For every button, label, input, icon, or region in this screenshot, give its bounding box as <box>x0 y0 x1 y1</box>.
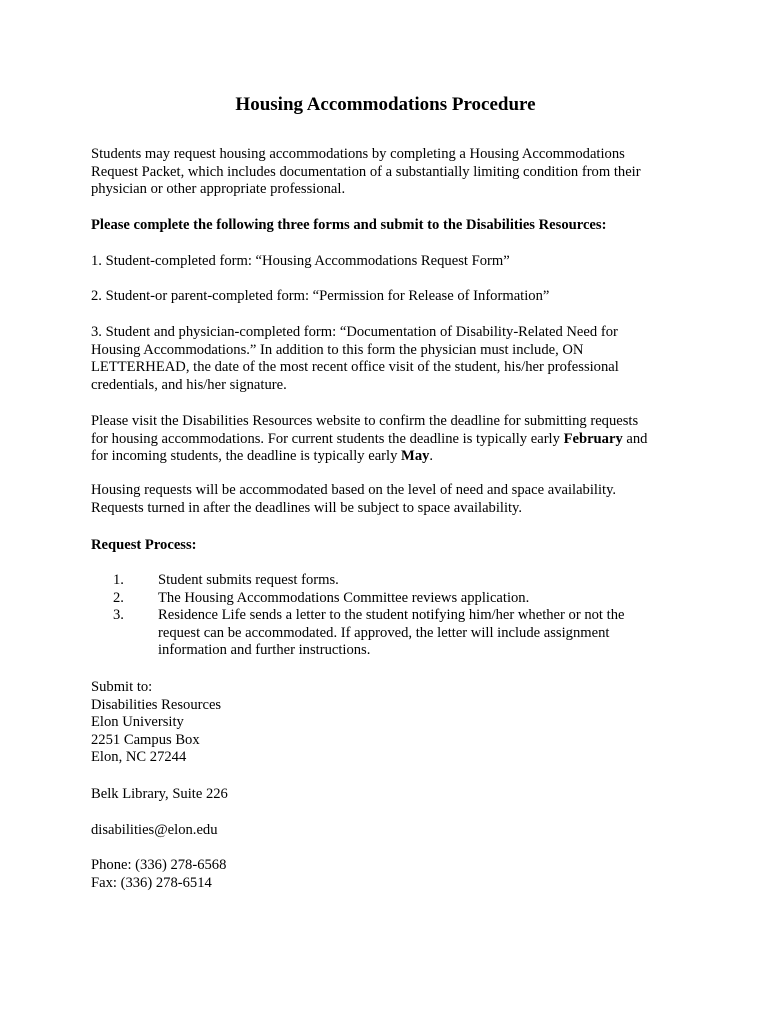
process-step-number: 3. <box>113 607 124 624</box>
deadline-month-february: February <box>563 430 623 447</box>
process-step-text: Student submits request forms. <box>158 572 339 588</box>
address-line-city: Elon, NC 27244 <box>91 749 187 766</box>
phone-line: Phone: (336) 278-6568 <box>91 857 227 873</box>
address-line-office: Disabilities Resources <box>91 696 222 713</box>
intro-paragraph: Students may request housing accommodations by completing a Housing Accommodations Request Packet, which includes documentation of a substantially limiting condition from their physician or other appropriate professional. <box>91 146 641 198</box>
deadline-text-3: . <box>429 448 434 465</box>
forms-heading: Please complete the following three forms and submit to the Disabilities Resources: <box>91 217 607 233</box>
deadline-month-may: May <box>401 448 430 465</box>
address-line-university: Elon University <box>91 714 184 731</box>
submit-address-block <box>91 679 651 767</box>
location-line: Belk Library, Suite 226 <box>91 786 228 802</box>
process-step <box>91 590 651 608</box>
deadline-text-1: Please visit the Disabilities Resources website to confirm the deadline for submitting requests for housing accommodations. For current students the deadline is typically early <box>91 413 639 447</box>
process-step-text: Residence Life sends a letter to the student notifying him/her whether or not the request can be accommodated. If approved, the letter will include assignment information and further instructions. <box>158 607 625 659</box>
process-step-number: 1. <box>113 572 124 588</box>
address-line-box: 2251 Campus Box <box>91 731 200 748</box>
deadline-paragraph <box>91 413 651 466</box>
submit-to-label: Submit to: <box>91 679 153 695</box>
process-step <box>91 607 651 660</box>
process-step <box>91 572 651 590</box>
form-item-3: 3. Student and physician-completed form: “Documentation of Disability-Related Need for Housing Accommodations.” In addition to this form the physician must include, ON LETTERHEAD, the date of the most recent office visit of the student, his/her professional credentials, and his/her signature. <box>91 324 619 393</box>
process-step-number: 2. <box>113 589 124 606</box>
availability-paragraph: Housing requests will be accommodated based on the level of need and space availability. Requests turned in after the deadlines will be subject to space availability. <box>91 482 617 516</box>
fax-line: Fax: (336) 278-6514 <box>91 874 212 891</box>
form-item-2: 2. Student-or parent-completed form: “Permission for Release of Information” <box>91 288 550 304</box>
process-step-text: The Housing Accommodations Committee reviews application. <box>158 589 530 606</box>
phone-fax-block <box>91 857 651 892</box>
document-title: Housing Accommodations Procedure <box>235 94 536 115</box>
process-heading: Request Process: <box>91 537 197 553</box>
form-item-1: 1. Student-completed form: “Housing Accommodations Request Form” <box>91 253 510 269</box>
email-line: disabilities@elon.edu <box>91 822 218 838</box>
process-steps-list <box>91 572 651 660</box>
deadline-text-2: and for incoming students, the deadline is typically early <box>91 430 648 465</box>
